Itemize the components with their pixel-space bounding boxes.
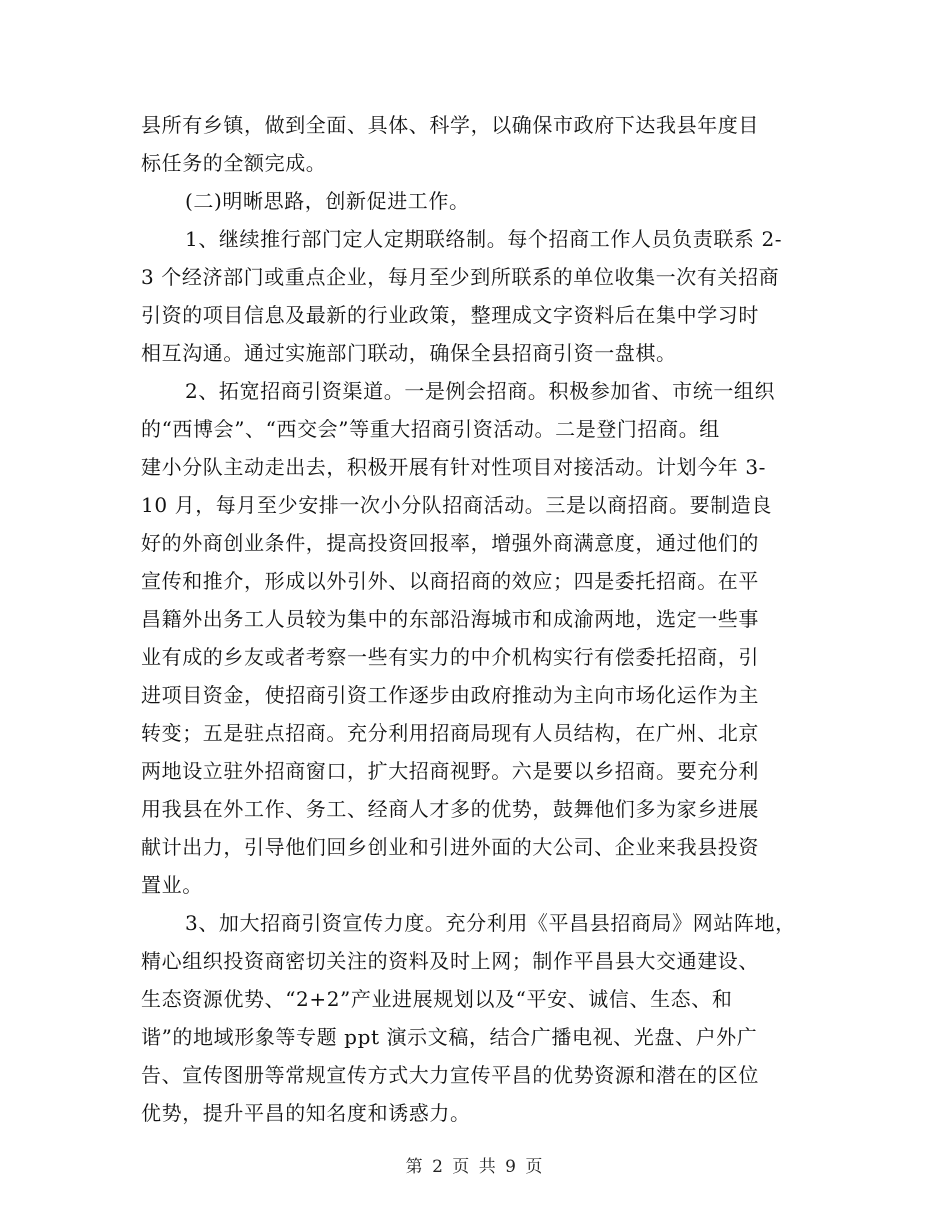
text-line: 精心组织投资商密切关注的资料及时上网；制作平昌县大交通建设、	[141, 949, 759, 973]
text-line: 标任务的全额完成。	[141, 151, 327, 175]
text-line: 优势，提升平昌的知名度和诱惑力。	[141, 1101, 471, 1125]
text-line: 的“西博会”、“西交会”等重大招商引资活动。二是登门招商。组	[141, 417, 720, 441]
text-line: 引资的项目信息及最新的行业政策，整理成文字资料后在集中学习时	[141, 303, 759, 327]
text-line: 置业。	[141, 873, 203, 897]
text-line: 告、宣传图册等常规宣传方式大力宣传平昌的优势资源和潜在的区位	[141, 1063, 759, 1087]
text-line: 生态资源优势、“2+2”产业进展规划以及“平安、诚信、生态、和	[141, 987, 733, 1011]
paragraph-start: 3、加大招商引资宣传力度。充分利用《平昌县招商局》网站阵地，	[185, 911, 796, 935]
paragraph-start: 2、拓宽招商引资渠道。一是例会招商。积极参加省、市统一组织	[185, 379, 776, 403]
text-line: 好的外商创业条件，提高投资回报率，增强外商满意度，通过他们的	[141, 531, 759, 555]
text-line: 宣传和推介，形成以外引外、以商招商的效应；四是委托招商。在平	[141, 569, 759, 593]
text-line: 两地设立驻外招商窗口，扩大招商视野。六是要以乡招商。要充分利	[141, 759, 759, 783]
page-number-footer: 第 2 页 共 9 页	[405, 1157, 545, 1177]
text-line: 建小分队主动走出去，积极开展有针对性项目对接活动。计划今年 3-	[141, 455, 767, 479]
text-line: 相互沟通。通过实施部门联动，确保全县招商引资一盘棋。	[141, 341, 677, 365]
text-line: 转变；五是驻点招商。充分利用招商局现有人员结构，在广州、北京	[141, 721, 759, 745]
text-line: 10 月，每月至少安排一次小分队招商活动。三是以商招商。要制造良	[141, 493, 773, 517]
text-line: 谐”的地域形象等专题 ppt 演示文稿，结合广播电视、光盘、户外广	[141, 1025, 758, 1049]
text-line: 3 个经济部门或重点企业，每月至少到所联系的单位收集一次有关招商	[141, 265, 780, 289]
text-line: 进项目资金，使招商引资工作逐步由政府推动为主向市场化运作为主	[141, 683, 759, 707]
section-heading: (二)明晰思路，创新促进工作。	[185, 189, 470, 213]
body-text	[141, 106, 819, 1132]
text-line: 献计出力，引导他们回乡创业和引进外面的大公司、企业来我县投资	[141, 835, 759, 859]
paragraph-start: 1、继续推行部门定人定期联络制。每个招商工作人员负责联系 2-	[185, 227, 783, 251]
text-line: 业有成的乡友或者考察一些有实力的中介机构实行有偿委托招商，引	[141, 645, 759, 669]
text-line: 用我县在外工作、务工、经商人才多的优势，鼓舞他们多为家乡进展	[141, 797, 759, 821]
text-line: 昌籍外出务工人员较为集中的东部沿海城市和成渝两地，选定一些事	[141, 607, 759, 631]
text-line: 县所有乡镇，做到全面、具体、科学，以确保市政府下达我县年度目	[141, 113, 759, 137]
